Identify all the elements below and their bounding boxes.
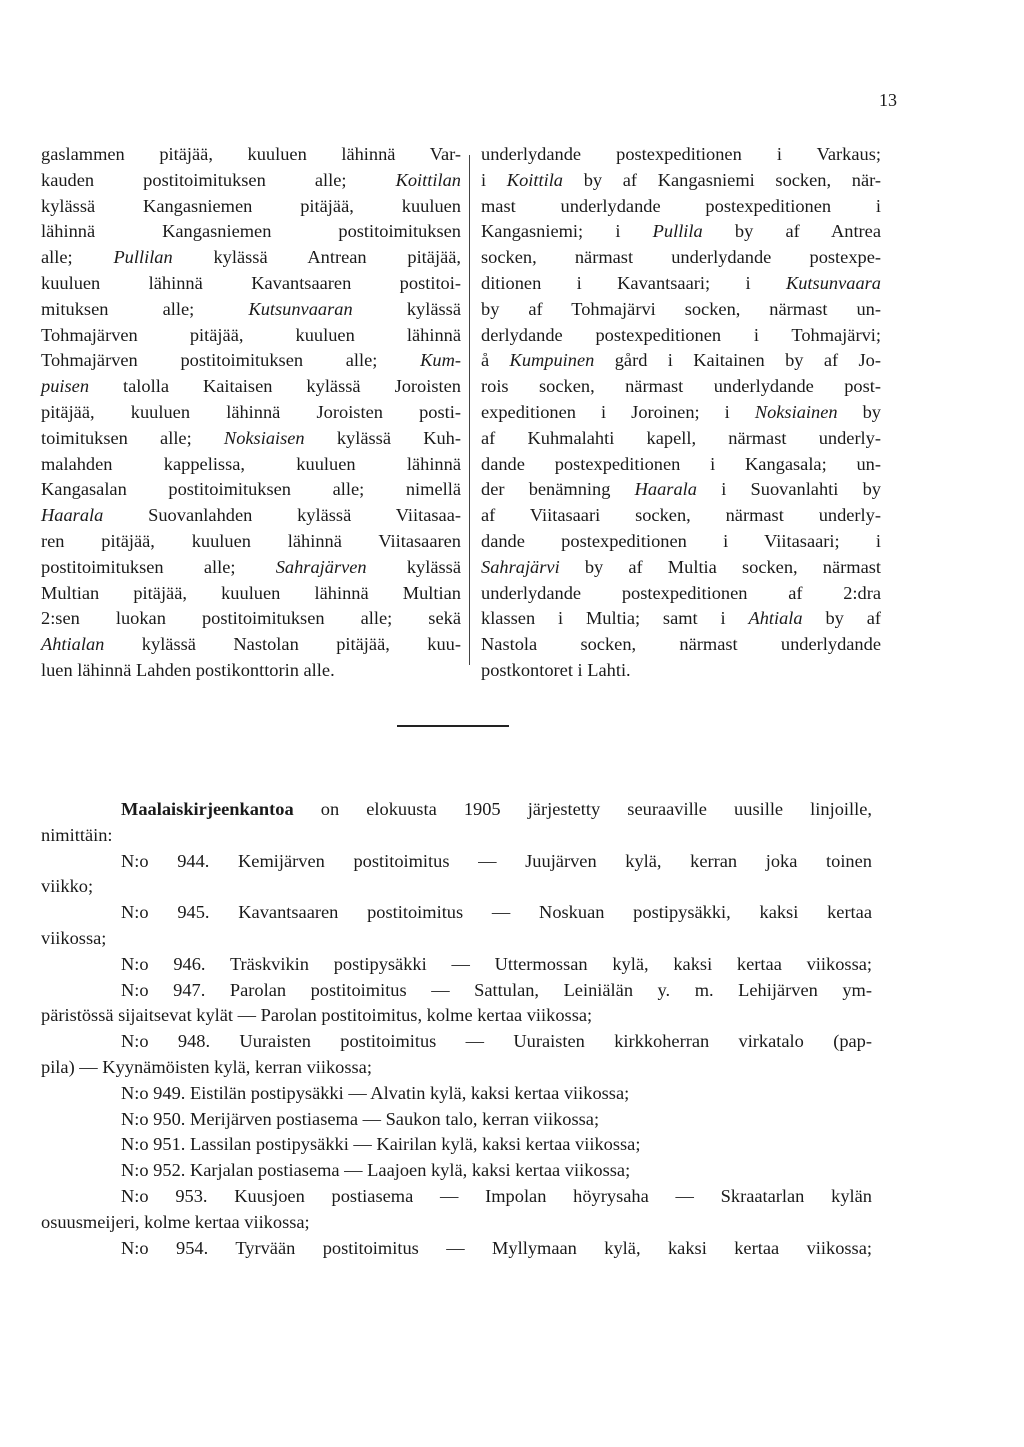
text-line: mituksen alle; Kutsunvaaran kylässä bbox=[41, 298, 461, 319]
text-line: Kangasniemi; i Pullila by af Antrea bbox=[481, 221, 882, 242]
text-line: postkontoret i Lahti. bbox=[481, 659, 631, 680]
text-line: mast underlydande postexpeditionen i bbox=[481, 195, 881, 216]
text-line: underlydande postexpeditionen af 2:dra bbox=[481, 582, 881, 603]
route-line: N:o 946. Träskvikin postipysäkki — Uttermossan kylä, kaksi kertaa viikossa; bbox=[121, 953, 872, 974]
route-line: päristössä sijaitsevat kylät — Parolan postitoimitus, kolme kertaa viikossa; bbox=[41, 1005, 593, 1026]
right-column-swedish bbox=[481, 142, 881, 684]
text-line: underlydande postexpeditionen i Varkaus; bbox=[481, 144, 881, 164]
text-line: kauden postitoimituksen alle; Koittilan bbox=[41, 169, 461, 190]
route-line: N:o 954. Tyrvään postitoimitus — Myllymaan kylä, kaksi kertaa viikossa; bbox=[121, 1237, 872, 1258]
text-line: 2:sen luokan postitoimituksen alle; sekä bbox=[41, 608, 461, 629]
text-line: Sahrajärvi by af Multia socken, närmast bbox=[481, 556, 881, 577]
text-line: Tohmajärven postitoimituksen alle; Kum- bbox=[41, 350, 461, 371]
text-line: Kangasalan postitoimituksen alle; nimellä bbox=[41, 479, 461, 500]
text-line: socken, närmast underlydande postexpe- bbox=[481, 247, 881, 268]
text-line: af Kuhmalahti kapell, närmast underly- bbox=[481, 427, 881, 448]
text-line: postitoimituksen alle; Sahrajärven kylässä bbox=[41, 556, 461, 577]
text-line: by af Tohmajärvi socken, närmast un- bbox=[481, 298, 881, 319]
text-line: toimituksen alle; Noksiaisen kylässä Kuh- bbox=[41, 427, 461, 448]
route-line: N:o 949. Eistilän postipysäkki — Alvatin kylä, kaksi kertaa viikossa; bbox=[121, 1082, 630, 1103]
route-line: N:o 948. Uuraisten postitoimitus — Uuraisten kirkkoherran virkatalo (pap- bbox=[121, 1031, 872, 1052]
text-line: gaslammen pitäjää, kuuluen lähinnä Var- bbox=[41, 144, 461, 164]
text-line: Haarala Suovanlahden kylässä Viitasaa- bbox=[41, 505, 461, 526]
text-line: ditionen i Kavantsaari; i Kutsunvaara bbox=[481, 272, 881, 293]
text-line: Tohmajärven pitäjää, kuuluen lähinnä bbox=[41, 324, 461, 345]
route-line: N:o 950. Merijärven postiasema — Saukon talo, kerran viikossa; bbox=[121, 1108, 600, 1129]
text-line: expeditionen i Joroinen; i Noksiainen by bbox=[481, 401, 881, 422]
text-line: der benämning Haarala i Suovanlahti by bbox=[481, 479, 881, 500]
text-line: af Viitasaari socken, närmast underly- bbox=[481, 505, 881, 526]
route-line: N:o 945. Kavantsaaren postitoimitus — Noskuan postipysäkki, kaksi kertaa bbox=[121, 902, 872, 923]
text-line: Ahtialan kylässä Nastolan pitäjää, kuu- bbox=[41, 634, 461, 655]
column-divider bbox=[469, 155, 470, 665]
route-list bbox=[41, 849, 872, 1262]
text-line: kuuluen lähinnä Kavantsaaren postitoi- bbox=[41, 272, 461, 293]
text-line: kylässä Kangasniemen pitäjää, kuuluen bbox=[41, 195, 461, 216]
page-number: 13 bbox=[879, 90, 897, 110]
route-line: osuusmeijeri, kolme kertaa viikossa; bbox=[41, 1211, 310, 1232]
route-line: N:o 953. Kuusjoen postiasema — Impolan höyrysaha — Skraatarlan kylän bbox=[121, 1185, 872, 1206]
text-line: rois socken, närmast underlydande post- bbox=[481, 376, 881, 397]
text-line: lähinnä Kangasniemen postitoimituksen bbox=[41, 221, 461, 242]
section-separator bbox=[397, 725, 509, 727]
text-line: dande postexpeditionen i Kangasala; un- bbox=[481, 453, 881, 474]
announcement-intro-cont: nimittäin: bbox=[41, 824, 113, 845]
announcement-intro: Maalaiskirjeenkantoa on elokuusta 1905 järjestetty seuraaville uusille linjoille, bbox=[121, 799, 872, 819]
route-line: pila) — Kyynämöisten kylä, kerran viikossa; bbox=[41, 1056, 372, 1077]
text-line: puisen talolla Kaitaisen kylässä Joroisten bbox=[41, 376, 461, 397]
route-line: N:o 947. Parolan postitoimitus — Sattulan, Leiniälän y. m. Lehijärven ym- bbox=[121, 979, 872, 1000]
text-line: Nastola socken, närmast underlydande bbox=[481, 634, 881, 655]
text-line: luen lähinnä Lahden postikonttorin alle. bbox=[41, 659, 335, 680]
announcement bbox=[41, 797, 872, 1261]
text-line: å Kumpuinen gård i Kaitainen by af Jo- bbox=[481, 350, 882, 371]
route-line: viikko; bbox=[41, 876, 94, 897]
announcement-heading: Maalaiskirjeenkantoa bbox=[121, 799, 294, 819]
text-line: alle; Pullilan kylässä Antrean pitäjää, bbox=[41, 247, 461, 268]
route-line: N:o 952. Karjalan postiasema — Laajoen kylä, kaksi kertaa viikossa; bbox=[121, 1160, 631, 1181]
route-line: N:o 944. Kemijärven postitoimitus — Juujärven kylä, kerran joka toinen bbox=[121, 850, 872, 871]
text-line: derlydande postexpeditionen i Tohmajärvi; bbox=[481, 324, 881, 345]
text-line: Multian pitäjää, kuuluen lähinnä Multian bbox=[41, 582, 461, 603]
text-line: pitäjää, kuuluen lähinnä Joroisten posti- bbox=[41, 401, 461, 422]
route-line: N:o 951. Lassilan postipysäkki — Kairilan kylä, kaksi kertaa viikossa; bbox=[121, 1134, 641, 1155]
left-column-finnish bbox=[41, 142, 461, 684]
text-line: dande postexpeditionen i Viitasaari; i bbox=[481, 530, 881, 551]
text-line: ren pitäjää, kuuluen lähinnä Viitasaaren bbox=[41, 530, 461, 551]
route-line: viikossa; bbox=[41, 927, 107, 948]
text-line: malahden kappelissa, kuuluen lähinnä bbox=[41, 453, 461, 474]
text-line: klassen i Multia; samt i Ahtiala by af bbox=[481, 608, 881, 629]
text-line: i Koittila by af Kangasniemi socken, när- bbox=[481, 169, 881, 190]
